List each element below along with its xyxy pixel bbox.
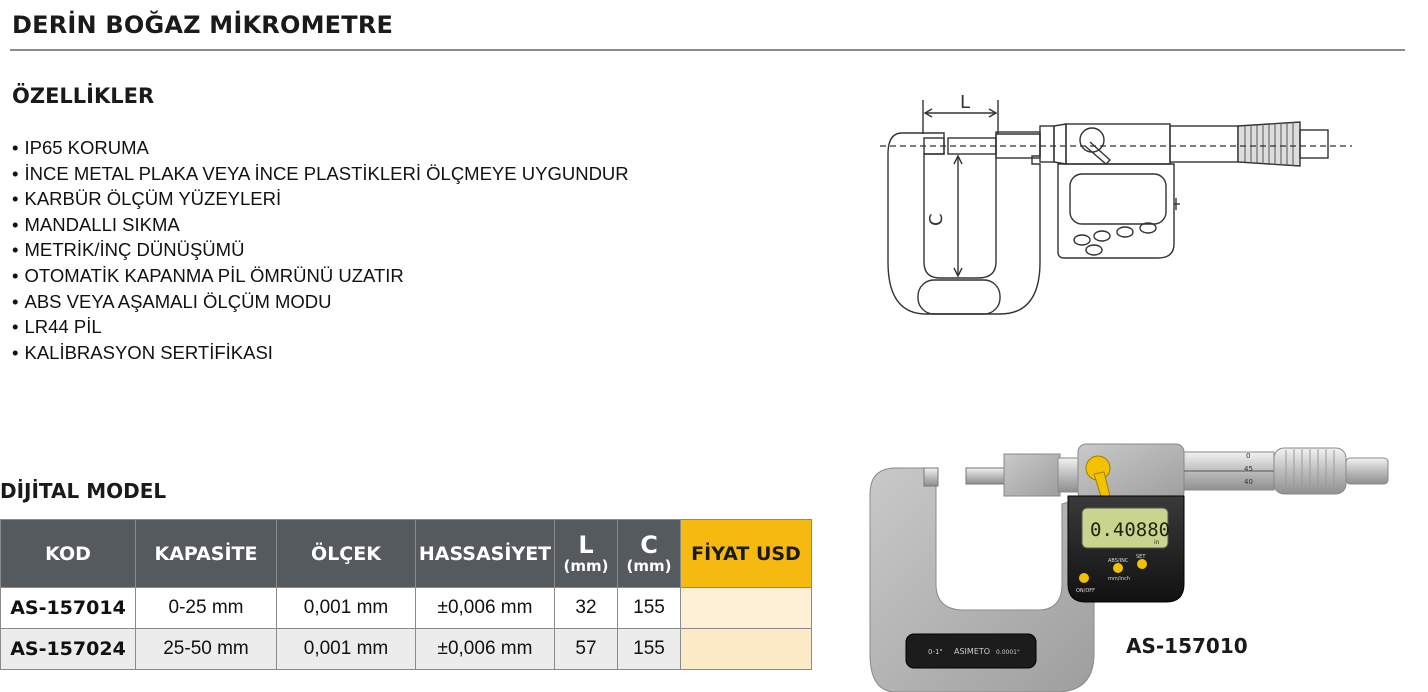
feature-item: • KALİBRASYON SERTİFİKASI: [12, 340, 629, 366]
table-row: [1, 588, 812, 629]
button-absinc: ABS/INC: [1108, 558, 1129, 564]
cell-c: 155: [618, 629, 681, 670]
cell-kod: AS-157024: [1, 629, 136, 670]
cell-price: [681, 588, 812, 629]
col-l-unit: (mm): [563, 556, 609, 575]
frame-resolution: 0.0001": [996, 649, 1020, 656]
features-heading: ÖZELLİKLER: [12, 84, 155, 108]
cell-c: 155: [618, 588, 681, 629]
frame-range: 0-1": [928, 648, 943, 656]
feature-item: • ABS VEYA AŞAMALI ÖLÇÜM MODU: [12, 289, 629, 315]
cell-price: [681, 629, 812, 670]
feature-item: • OTOMATİK KAPANMA PİL ÖMRÜNÜ UZATIR: [12, 263, 629, 289]
feature-item: • LR44 PİL: [12, 314, 629, 340]
feature-item: • METRİK/İNÇ DÜNÜŞÜMÜ: [12, 237, 629, 263]
product-code-label: AS-157010: [1126, 634, 1248, 658]
table-row: [1, 629, 812, 670]
button-set: SET: [1136, 554, 1146, 560]
col-kapasite: KAPASİTE: [136, 520, 277, 588]
button-onoff: ON/OFF: [1076, 588, 1096, 594]
col-olcek: ÖLÇEK: [277, 520, 416, 588]
drawing-label-l: L: [960, 92, 971, 113]
cell-kapasite: 0-25 mm: [136, 588, 277, 629]
col-c-label: C: [640, 530, 658, 559]
spec-table: [0, 519, 812, 670]
col-l: [555, 520, 618, 588]
cell-hassasiyet: ±0,006 mm: [416, 588, 555, 629]
lcd-reading: 0.40880: [1090, 519, 1171, 541]
frame-brand: ASIMETO: [954, 647, 991, 656]
cell-kod: AS-157014: [1, 588, 136, 629]
thimble-mark: 40: [1244, 478, 1253, 486]
col-price: FİYAT USD: [681, 520, 812, 588]
col-c: [618, 520, 681, 588]
col-c-unit: (mm): [626, 556, 672, 575]
col-kod: KOD: [1, 520, 136, 588]
col-l-label: L: [578, 530, 594, 559]
cell-olcek: 0,001 mm: [277, 629, 416, 670]
feature-item: • IP65 KORUMA: [12, 135, 629, 161]
cell-l: 57: [555, 629, 618, 670]
model-heading: DİJİTAL MODEL: [0, 479, 167, 503]
cell-olcek: 0,001 mm: [277, 588, 416, 629]
thimble-mark: 45: [1244, 465, 1253, 473]
cell-hassasiyet: ±0,006 mm: [416, 629, 555, 670]
col-hassasiyet: HASSASİYET: [416, 520, 555, 588]
cell-kapasite: 25-50 mm: [136, 629, 277, 670]
technical-drawing: [880, 82, 1360, 332]
drawing-label-c: C: [926, 213, 947, 226]
button-mminch: mm/inch: [1108, 576, 1130, 582]
page-title: DERİN BOĞAZ MİKROMETRE: [12, 11, 394, 39]
thimble-mark: 0: [1246, 452, 1251, 460]
feature-item: • İNCE METAL PLAKA VEYA İNCE PLASTİKLERİ ÖLÇMEYE UYGUNDUR: [12, 161, 629, 187]
feature-item: • MANDALLI SIKMA: [12, 212, 629, 238]
features-list: [12, 135, 629, 365]
feature-item: • KARBÜR ÖLÇÜM YÜZEYLERİ: [12, 186, 629, 212]
title-divider: [10, 49, 1405, 51]
lcd-unit: in: [1154, 539, 1160, 546]
cell-l: 32: [555, 588, 618, 629]
